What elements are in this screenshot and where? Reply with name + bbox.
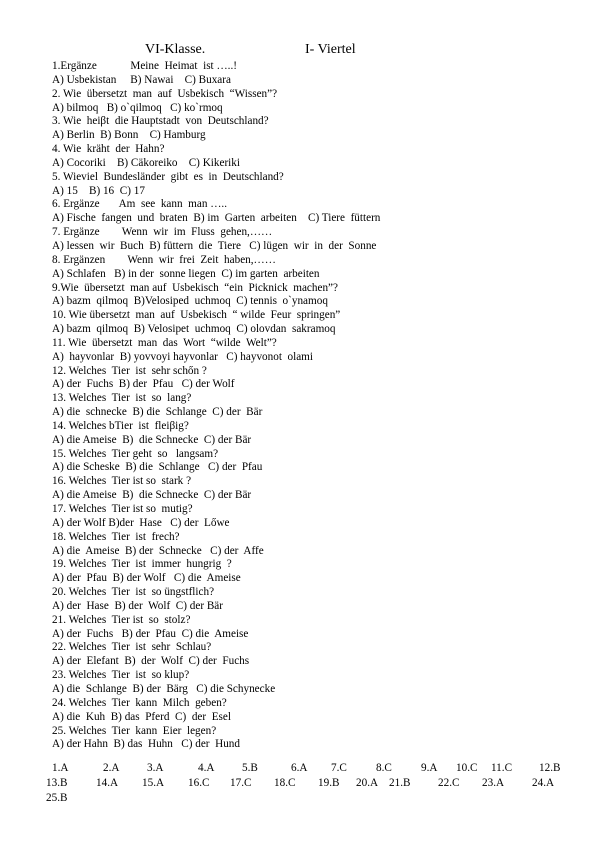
options-line: A) 15 B) 16 C) 17 [52,184,145,197]
question-line: 1.Ergänze Meine Heimat ist …..! [52,60,237,72]
answer-item: 6.A [291,762,308,774]
answer-item: 1.A [52,762,69,774]
options-line: A) Fische fangen und braten B) im Garten arbeiten C) Tiere füttern [52,212,381,225]
question-line: 18. Welches Tier ist frech? [52,530,180,543]
answer-item: 10.C [456,762,478,774]
options-line: A) bazm qilmoq B) Velosipet uchmoq C) olovdan sakramoq [52,323,336,336]
question-line: 24. Welches Tier kann Milch geben? [52,696,227,709]
question-line: 23. Welches Tier ist so klup? [52,669,190,682]
question-line: 13. Welches Tier ist so lang? [52,392,192,405]
options-line: A) der Wolf B)der Hase C) der Lőwe [52,516,230,529]
options-line: A) die Scheske B) die Schlange C) der Pfau [52,461,263,474]
answer-item: 24.A [532,777,555,789]
answer-item: 5.B [242,762,258,774]
question-line: 21. Welches Tier ist so stolz? [52,613,191,626]
answer-item: 8.C [376,762,392,774]
options-line: A) der Hahn B) das Huhn C) der Hund [52,738,240,751]
question-line: 22. Welches Tier ist sehr Schlau? [52,641,212,654]
question-line: 16. Welches Tier ist so stark ? [52,475,192,488]
question-line: 4. Wie kräht der Hahn? [52,143,165,156]
answer-item: 2.A [103,762,120,774]
answer-item: 20.A [356,777,379,789]
question-line: 8. Ergänzen Wenn wir frei Zeit haben,…… [52,253,276,266]
options-line: A) bilmoq B) o`qilmoq C) ko`rmoq [52,101,223,114]
options-line: A) die Schlange B) der Bärg C) die Schynecke [52,682,276,695]
answer-item: 13.B [46,777,68,789]
options-line: A) bazm qilmoq B)Velosiped uchmoq C) tennis o`ynamoq [52,295,328,308]
question-line: 15. Welches Tier geht so langsam? [52,447,219,460]
options-line: A) die schnecke B) die Schlange C) der Bär [52,406,263,419]
answer-item: 15.A [142,777,165,789]
question-line: 11. Wie übersetzt man das Wort “wilde Welt”? [52,336,277,349]
answer-item: 11.C [491,762,513,774]
question-line: 12. Welches Tier ist sehr schőn ? [52,364,207,377]
answer-item: 3.A [147,762,164,774]
options-line: A) der Pfau B) der Wolf C) die Ameise [52,572,241,585]
options-line: A) Schlafen B) in der sonne liegen C) im garten arbeiten [52,267,320,280]
answer-row [46,762,586,777]
question-line: 17. Welches Tier ist so mutig? [52,503,193,515]
options-line: A) der Fuchs B) der Pfau C) der Wolf [52,378,235,391]
options-line: A) die Ameise B) die Schnecke C) der Bär [52,433,252,446]
answer-row [46,777,586,792]
answer-item: 21.B [389,777,411,789]
options-line: A) Berlin B) Bonn C) Hamburg [52,129,206,142]
question-line: 3. Wie heiβt die Hauptstadt von Deutschland? [52,115,269,128]
question-line: 2. Wie übersetzt man auf Usbekisch “Wissen”? [52,87,278,100]
question-line: 6. Ergänze Am see kann man ….. [52,198,228,211]
options-line: A) der Hase B) der Wolf C) der Bär [52,599,224,612]
answer-item: 25.B [46,792,68,804]
answer-item: 23.A [482,777,505,789]
answer-item: 16.C [188,777,210,789]
quarter-heading: I- Viertel [305,42,356,57]
answer-item: 4.A [198,762,215,774]
answer-item: 9.A [421,762,438,774]
answer-item: 18.C [274,777,296,789]
answer-row [46,792,586,807]
question-line: 20. Welches Tier ist so üngstflich? [52,586,215,599]
options-line: A) der Elefant B) der Wolf C) der Fuchs [52,655,250,668]
question-list [52,60,592,752]
options-line: A) die Ameise B) der Schnecke C) der Affe [52,544,264,557]
options-line: A) der Fuchs B) der Pfau C) die Ameise [52,627,249,640]
answer-item: 7.C [331,762,347,774]
question-line: 25. Welches Tier kann Eier legen? [52,724,217,737]
options-line: A) lessen wir Buch B) füttern die Tiere C) lügen wir in der Sonne [52,239,377,252]
answer-key [46,762,586,807]
answer-item: 12.B [539,762,561,774]
question-line: 19. Welches Tier ist immer hungrig ? [52,558,232,571]
question-line: 7. Ergänze Wenn wir im Fluss gehen,…… [52,226,273,239]
question-line: 5. Wieviel Bundesländer gibt es in Deutschland? [52,170,284,183]
options-line: A) hayvonlar B) yovvoyi hayvonlar C) hayvonot olami [52,350,313,363]
options-line: A) die Kuh B) das Pferd C) der Esel [52,710,231,723]
options-line: A) Usbekistan B) Nawai C) Buxara [52,73,231,86]
question-line: 10. Wie übersetzt man auf Usbekisch “ wilde Feur springen” [52,309,341,322]
answer-item: 19.B [318,777,340,789]
answer-item: 22.C [438,777,460,789]
question-line: 9.Wie übersetzt man auf Usbekisch “ein Picknick machen”? [52,281,338,294]
question-line: 14. Welches bTier ist fleiβig? [52,419,189,432]
answer-item: 17.C [230,777,252,789]
class-heading: VI-Klasse. [145,42,206,57]
answer-item: 14.A [96,777,119,789]
options-line: A) die Ameise B) die Schnecke C) der Bär [52,489,252,502]
options-line: A) Cocoriki B) Cäkoreiko C) Kikeriki [52,156,240,169]
